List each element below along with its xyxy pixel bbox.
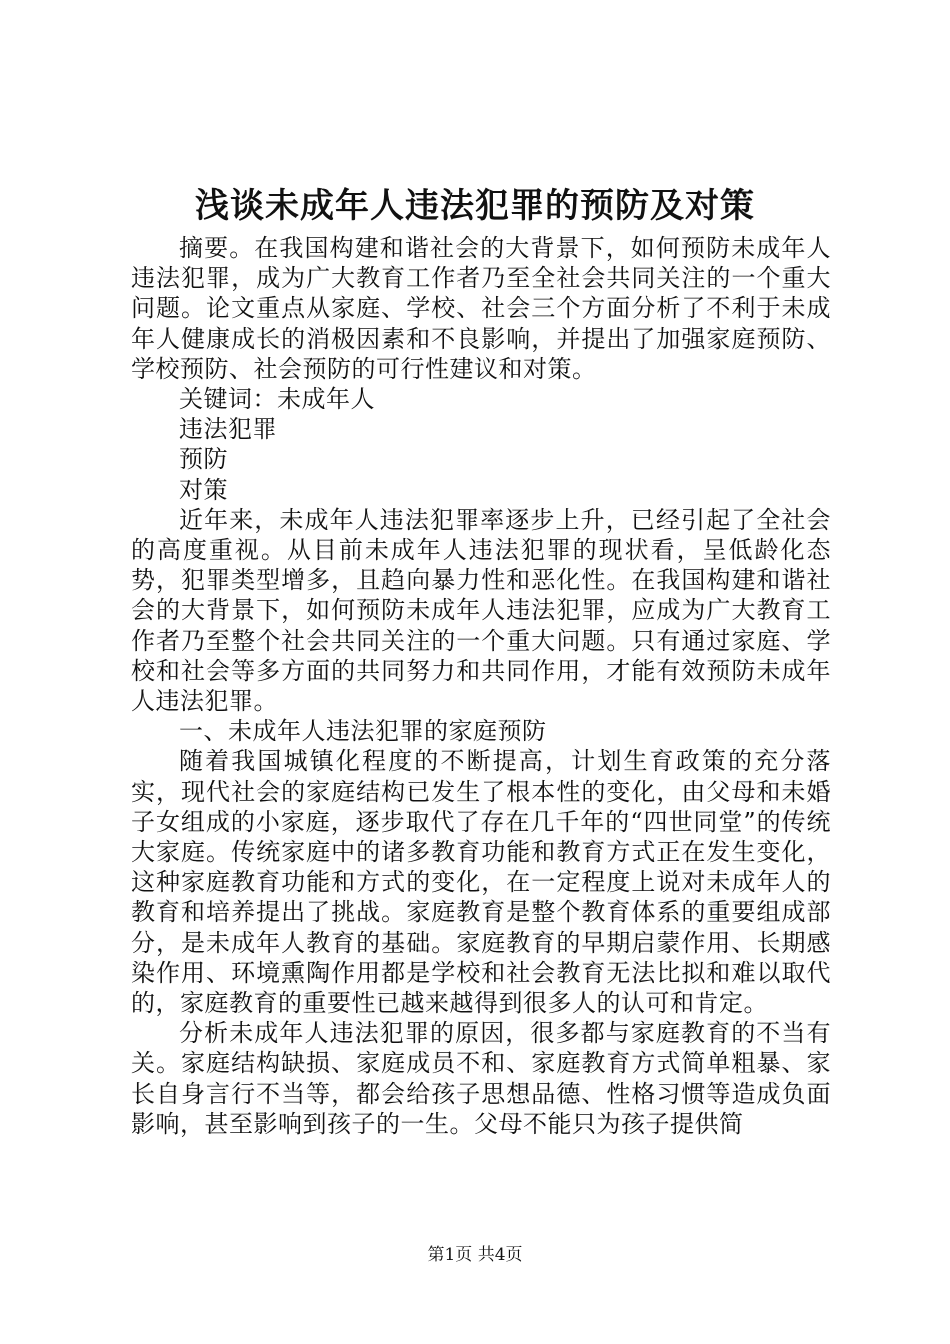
keyword-item: 违法犯罪 [179,415,277,444]
keyword-item: 预防 [179,445,228,474]
document-body [131,233,831,1139]
body-paragraph: 近年来，未成年人违法犯罪率逐步上升，已经引起了全社会的高度重视。从目前未成年人违法犯罪的现状看，呈低龄化态势，犯罪类型增多，且趋向暴力性和恶化性。在我国构建和谐社会的大背景下，如何预防未成年人违法犯罪，应成为广大教育工作者乃至整个社会共同关注的一个重大问题。只有通过家庭、学校和社会等多方面的共同努力和共同作用，才能有效预防未成年人违法犯罪。 [131,505,831,716]
abstract-paragraph: 摘要。在我国构建和谐社会的大背景下，如何预防未成年人违法犯罪，成为广大教育工作者乃至全社会共同关注的一个重大问题。论文重点从家庭、学校、社会三个方面分析了不利于未成年人健康成长的消极因素和不良影响，并提出了加强家庭预防、学校预防、社会预防的可行性建议和对策。 [131,234,831,383]
body-paragraph: 随着我国城镇化程度的不断提高，计划生育政策的充分落实，现代社会的家庭结构已发生了根本性的变化，由父母和未婚子女组成的小家庭，逐步取代了存在几千年的“四世同堂”的传统大家庭。传统家庭中的诸多教育功能和教育方式正在发生变化，这种家庭教育功能和方式的变化，在一定程度上说对未成年人的教育和培养提出了挑战。家庭教育是整个教育体系的重要组成部分，是未成年人教育的基础。家庭教育的早期启蒙作用、长期感染作用、环境熏陶作用都是学校和社会教育无法比拟和难以取代的，家庭教育的重要性已越来越得到很多人的认可和肯定。 [131,747,831,1018]
body-paragraph: 分析未成年人违法犯罪的原因，很多都与家庭教育的不当有关。家庭结构缺损、家庭成员不和、家庭教育方式简单粗暴、家长自身言行不当等，都会给孩子思想品德、性格习惯等造成负面影响，甚至影响到孩子的一生。父母不能只为孩子提供简 [131,1019,831,1138]
document-title: 浅谈未成年人违法犯罪的预防及对策 [195,186,755,226]
page-footer: 第1页 共4页 [427,1245,523,1265]
section-heading: 一、未成年人违法犯罪的家庭预防 [179,717,547,746]
keywords-label-line: 关键词：未成年人 [179,385,375,414]
keyword-item: 对策 [179,475,228,504]
